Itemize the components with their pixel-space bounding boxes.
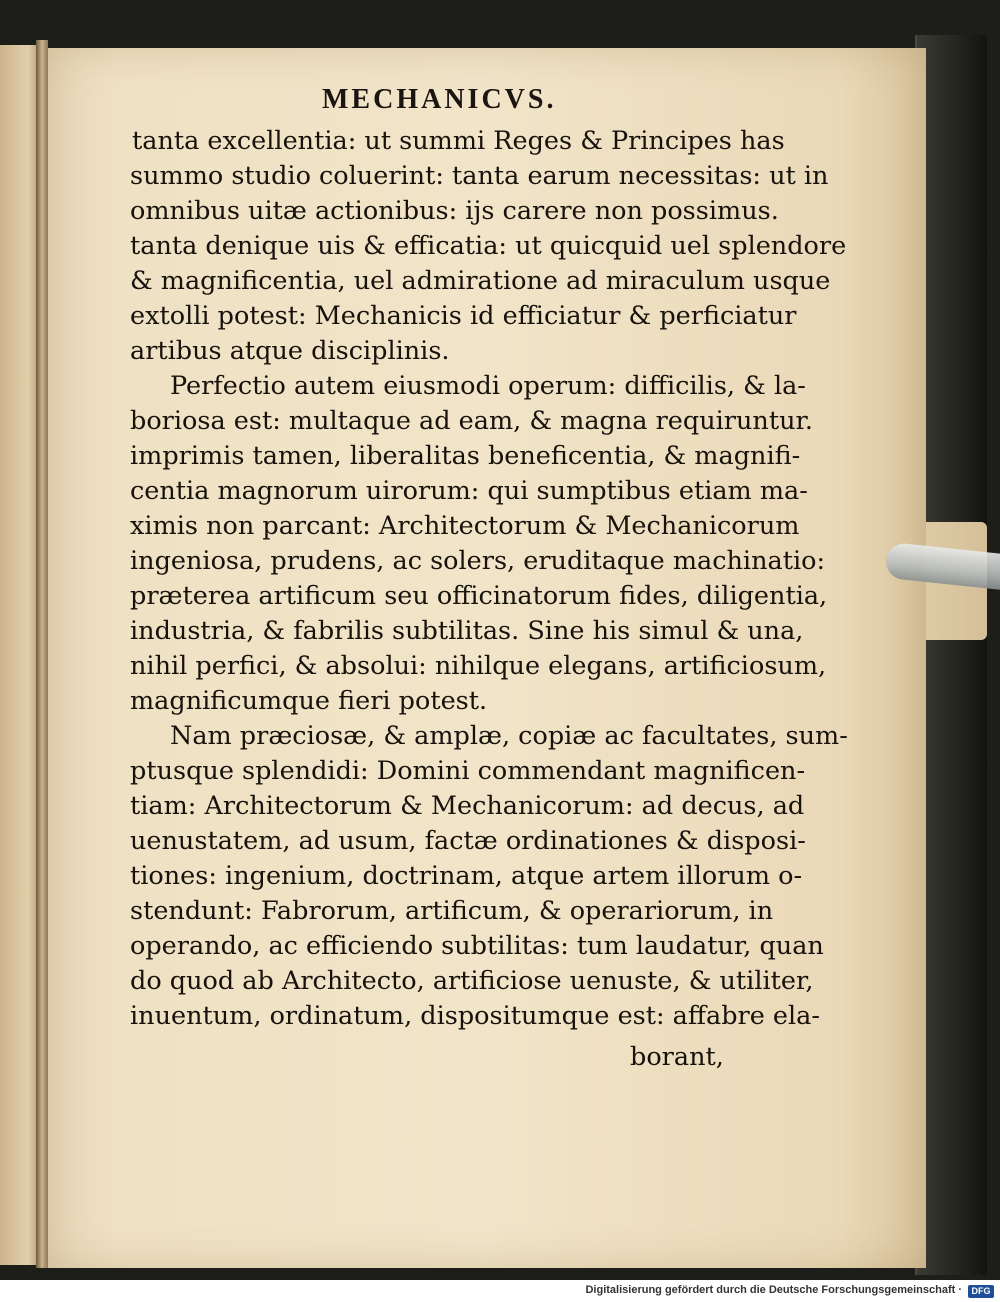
text-line: inuentum, ordinatum, dispositumque est: affabre ela- <box>130 1001 820 1031</box>
dfg-logo: DFG <box>968 1285 994 1298</box>
catchword: borant, <box>630 1042 724 1072</box>
text-line: stendunt: Fabrorum, artificum, & operariorum, in <box>130 896 774 926</box>
text-line: do quod ab Architecto, artificiose uenuste, & utiliter, <box>130 966 814 996</box>
text-line: tanta denique uis & efficatia: ut quicquid uel splendore <box>130 231 847 261</box>
text-line: nihil perfici, & absolui: nihilque elegans, artificiosum, <box>130 651 827 681</box>
funding-credit: Digitalisierung gefördert durch die Deutsche Forschungsgemeinschaft · <box>585 1284 962 1296</box>
text-line: omnibus uitæ actionibus: ijs carere non possimus. <box>130 196 779 226</box>
text-line: operando, ac efficiendo subtilitas: tum laudatur, quan <box>130 931 824 961</box>
text-line: Nam præciosæ, & amplæ, copiæ ac facultates, sum- <box>170 721 848 751</box>
text-line: centia magnorum uirorum: qui sumptibus etiam ma- <box>130 476 808 506</box>
footer-bar <box>0 1282 1000 1302</box>
text-line: tiam: Architectorum & Mechanicorum: ad decus, ad <box>130 791 805 821</box>
text-line: industria, & fabrilis subtilitas. Sine his simul & una, <box>130 616 804 646</box>
running-head: MECHANICVS. <box>322 84 557 115</box>
text-line: summo studio coluerint: tanta earum necessitas: ut in <box>130 161 829 191</box>
text-line: præterea artificum seu officinatorum fides, diligentia, <box>130 581 828 611</box>
text-line: & magnificentia, uel admiratione ad miraculum usque <box>130 266 831 296</box>
text-line: extolli potest: Mechanicis id efficiatur & perficiatur <box>130 301 797 331</box>
text-line: magnificumque fieri potest. <box>130 686 488 716</box>
text-line: uenustatem, ad usum, factæ ordinationes & disposi- <box>130 826 806 856</box>
text-line: tanta excellentia: ut summi Reges & Principes has <box>132 126 785 156</box>
text-line: ximis non parcant: Architectorum & Mechanicorum <box>130 511 800 541</box>
text-line: ingeniosa, prudens, ac solers, eruditaque machinatio: <box>130 546 826 576</box>
text-line: artibus atque disciplinis. <box>130 336 450 366</box>
facing-page-edge <box>0 45 40 1265</box>
book-gutter <box>36 40 48 1268</box>
text-line: tiones: ingenium, doctrinam, atque artem illorum o- <box>130 861 803 891</box>
text-line: Perfectio autem eiusmodi operum: difficilis, & la- <box>170 371 806 401</box>
text-line: imprimis tamen, liberalitas beneficentia, & magnifi- <box>130 441 801 471</box>
text-line: boriosa est: multaque ad eam, & magna requiruntur. <box>130 406 813 436</box>
text-line: ptusque splendidi: Domini commendant magnificen- <box>130 756 806 786</box>
